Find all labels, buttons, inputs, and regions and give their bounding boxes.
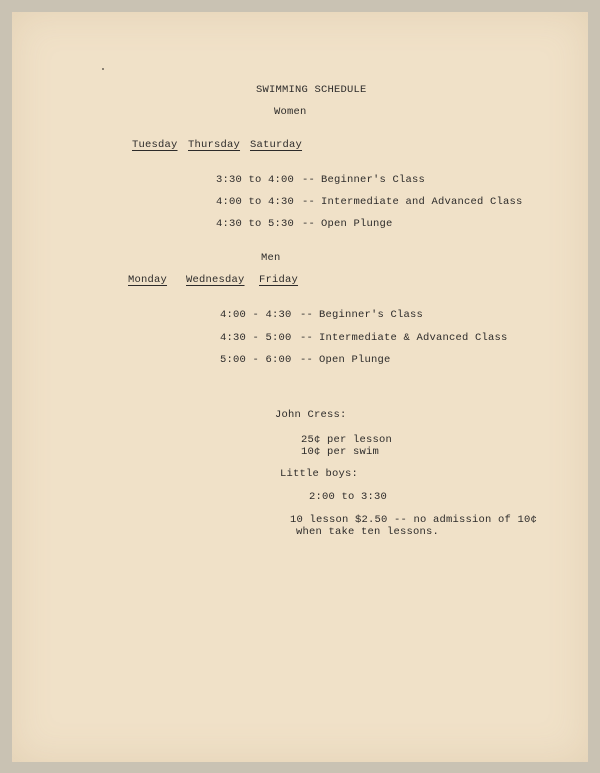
men-session-sep: --	[300, 354, 314, 366]
men-session-name: Beginner's Class	[319, 309, 424, 321]
women-day-saturday: Saturday	[250, 139, 303, 151]
women-session-name: Intermediate and Advanced Class	[321, 196, 523, 208]
document-title: SWIMMING SCHEDULE	[256, 84, 367, 96]
women-session-sep: --	[302, 218, 316, 230]
men-session-sep: --	[300, 309, 314, 321]
john-cress-rate-lesson: 25¢ per lesson	[301, 434, 393, 446]
women-heading: Women	[274, 106, 307, 118]
women-session-name: Beginner's Class	[321, 174, 426, 186]
men-session-time: 5:00 - 6:00	[220, 354, 292, 366]
men-day-wednesday: Wednesday	[186, 274, 245, 286]
little-boys-note-line2: when take ten lessons.	[296, 526, 440, 538]
women-session-time: 4:30 to 5:30	[216, 218, 295, 230]
john-cress-rate-swim: 10¢ per swim	[301, 446, 380, 458]
women-session-time: 3:30 to 4:00	[216, 174, 295, 186]
little-boys-time: 2:00 to 3:30	[309, 491, 388, 503]
women-session-name: Open Plunge	[321, 218, 393, 230]
document-page	[12, 12, 588, 762]
women-day-tuesday: Tuesday	[132, 139, 178, 151]
men-session-name: Intermediate & Advanced Class	[319, 332, 508, 344]
women-session-time: 4:00 to 4:30	[216, 196, 295, 208]
men-session-time: 4:30 - 5:00	[220, 332, 292, 344]
women-day-thursday: Thursday	[188, 139, 241, 151]
men-day-monday: Monday	[128, 274, 168, 286]
paper-speck	[102, 68, 104, 70]
women-session-sep: --	[302, 196, 316, 208]
men-session-sep: --	[300, 332, 314, 344]
little-boys-label: Little boys:	[280, 468, 359, 480]
men-heading: Men	[261, 252, 281, 264]
women-session-sep: --	[302, 174, 316, 186]
little-boys-note-line1: 10 lesson $2.50 -- no admission of 10¢	[290, 514, 538, 526]
men-session-name: Open Plunge	[319, 354, 391, 366]
men-session-time: 4:00 - 4:30	[220, 309, 292, 321]
men-day-friday: Friday	[259, 274, 299, 286]
john-cress-label: John Cress:	[275, 409, 347, 421]
